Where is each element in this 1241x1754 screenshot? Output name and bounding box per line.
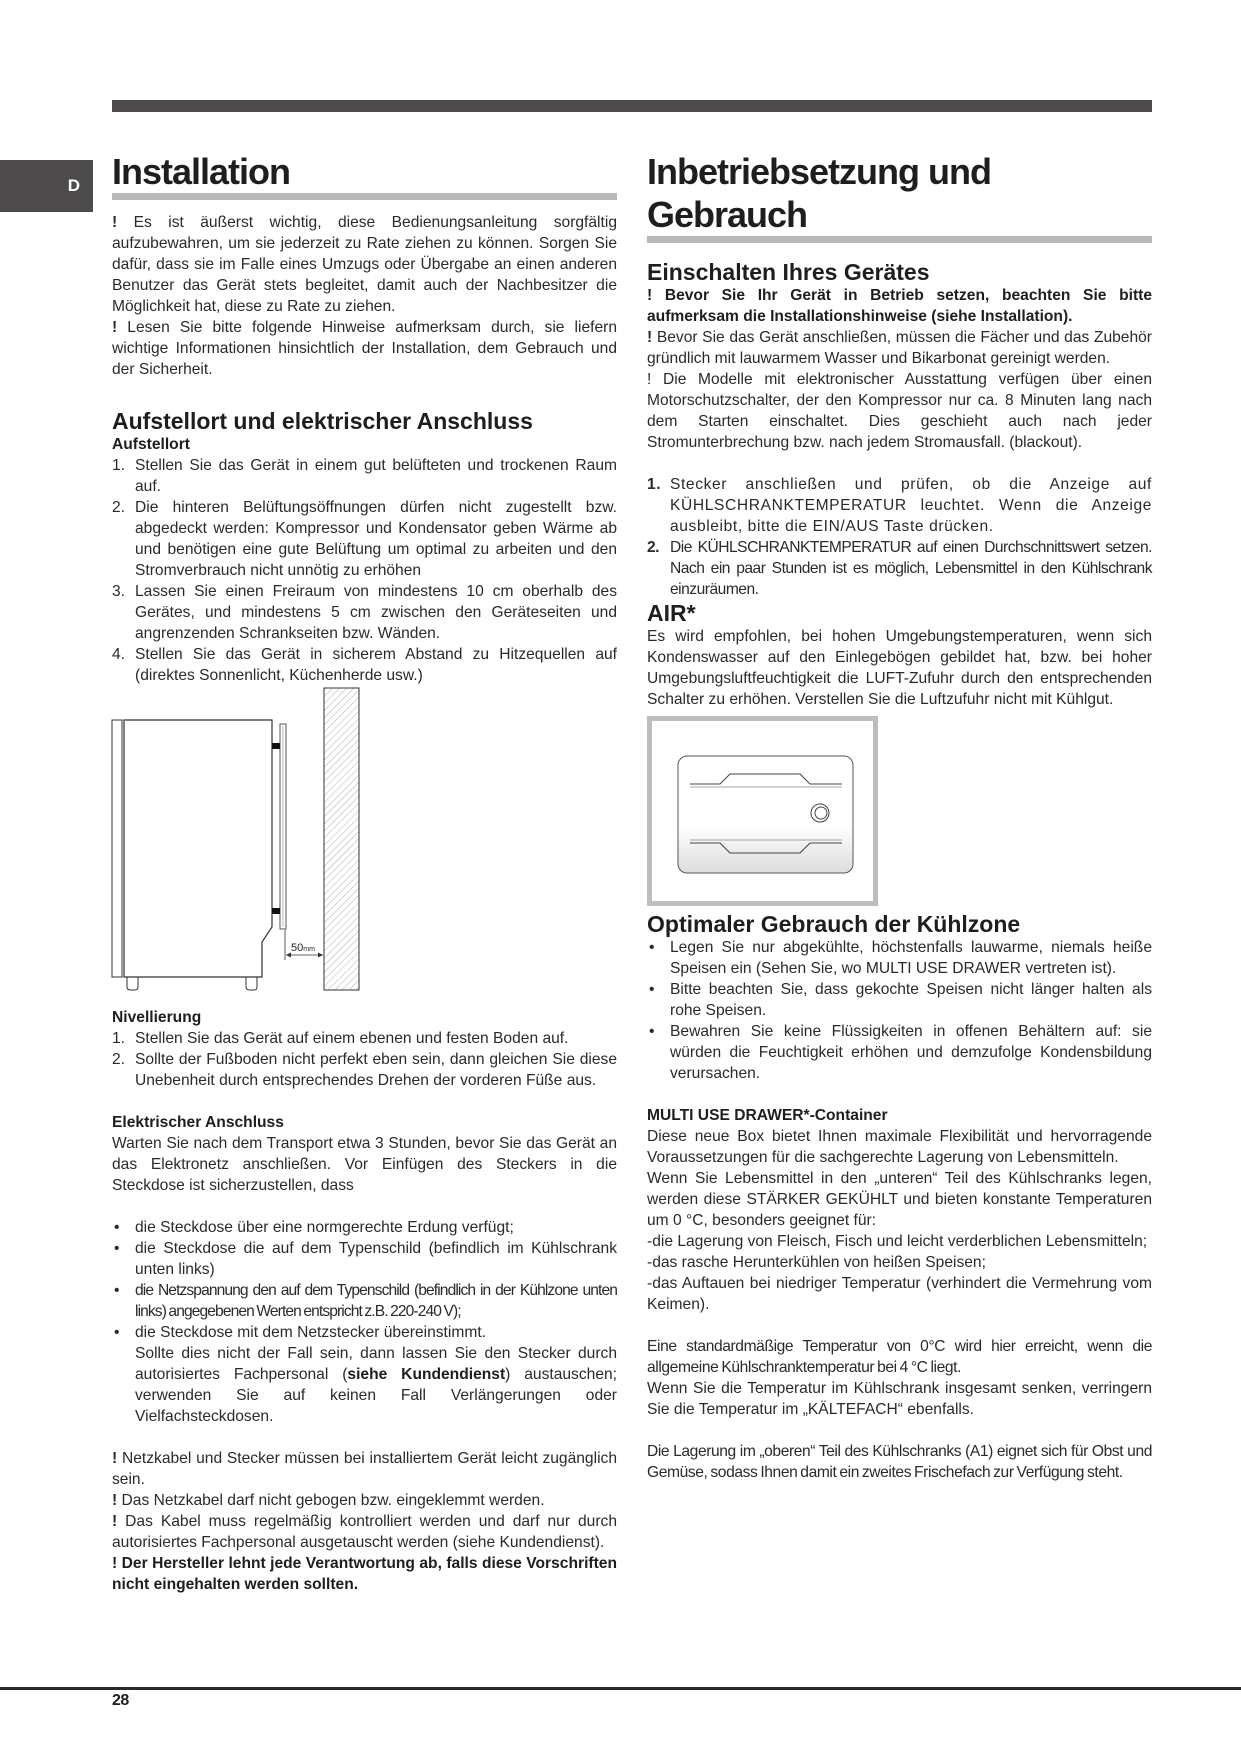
list-item: 2. Die hinteren Belüftungsöffnungen dürfen nicht zugestellt bzw. abgedeckt werden: Kompressor und Kondensator geben Wärme ab und benötigen eine gute Belüftung um optimal zu arbeiten und den Stromverbrauch nicht unnötig zu erhöhen — [112, 499, 617, 579]
subheading-nivellierung: Nivellierung — [112, 1009, 202, 1026]
list-item: 2. Sollte der Fußboden nicht perfekt eben sein, dann gleichen Sie diese Unebenheit durch entsprechendes Drehen der vorderen Füße aus. — [112, 1051, 617, 1089]
title-underline — [112, 193, 617, 200]
drawer-use-1: -die Lagerung von Fleisch, Fisch und leicht verderblichen Lebensmitteln; — [647, 1233, 1148, 1250]
air-vent-icon — [652, 721, 873, 901]
nivellierung-list — [112, 1028, 617, 1091]
warning-2: ! Das Netzkabel darf nicht gebogen bzw. eingeklemmt werden. — [112, 1492, 545, 1509]
list-item: • Bewahren Sie keine Flüssigkeiten in offenen Behältern auf: sie würden die Feuchtigkeit erhöhen und demzufolge Kondensbildung verursachen. — [649, 1023, 1152, 1082]
aufstellort-list — [112, 455, 617, 686]
list-item: • Legen Sie nur abgekühlte, höchstenfalls lauwarme, niemals heiße Speisen ein (Sehen Sie, wo MULTI USE DRAWER vertreten ist). — [649, 939, 1152, 977]
installation-column — [112, 150, 617, 686]
operation-column — [647, 150, 1152, 1483]
footer-rule — [0, 1687, 1241, 1690]
language-tab — [0, 160, 93, 212]
fridge-side-view-icon — [100, 680, 410, 1000]
list-item: 1. Stecker anschließen und prüfen, ob die Anzeige auf KÜHLSCHRANKTEMPERATUR leuchtet. Wenn die Anzeige ausbleibt, bitte die EIN/AUS Taste drücken. — [647, 476, 1152, 535]
installation-column-lower — [112, 1007, 617, 1595]
drawer-use-3: -das Auftauen bei niedriger Temperatur (verhindert die Vermehrung vom Keimen). — [647, 1275, 1152, 1313]
section-heading-kuehlzone: Optimaler Gebrauch der Kühlzone — [647, 911, 1021, 937]
list-item: • die Steckdose mit dem Netzstecker übereinstimmt. Sollte dies nicht der Fall sein, dann lassen Sie den Stecker durch autorisiertes Fachpersonal (siehe Kundendienst) austauschen; verwenden Sie auf keinen Fall Verlängerungen oder Vielfachsteckdosen. — [114, 1324, 617, 1425]
list-item: • Bitte beachten Sie, dass gekochte Speisen nicht länger halten als rohe Speisen. — [649, 981, 1152, 1019]
fridge-clearance-diagram — [100, 680, 410, 1000]
list-item: 1. Stellen Sie das Gerät auf einem ebenen und festen Boden auf. — [112, 1030, 569, 1047]
section-heading-einschalten: Einschalten Ihres Gerätes — [647, 259, 930, 285]
elektrisch-intro: Warten Sie nach dem Transport etwa 3 Stunden, bevor Sie das Gerät an das Elektronetz anschließen. Vor Einfügen des Steckers in die Steckdose ist sicherzustellen, dass — [112, 1135, 617, 1194]
kuehlzone-list — [647, 937, 1152, 1084]
drawer-paragraph-3: Eine standardmäßige Temperatur von 0°C wird hier erreicht, wenn die allgemeine Kühlschranktemperatur bei 4 °C liegt. — [647, 1338, 1152, 1376]
warning-3: ! Das Kabel muss regelmäßig kontrolliert werden und darf nur durch autorisiertes Fachpersonal ausgetauscht werden (siehe Kundendienst). — [112, 1513, 617, 1551]
title-underline — [647, 236, 1152, 243]
elektrisch-checklist — [112, 1217, 617, 1427]
list-item: 2. Die KÜHLSCHRANKTEMPERATUR auf einen Durchschnittswert setzen. Nach ein paar Stunden ist es möglich, Lebensmittel in den Kühlschrank einzuräumen. — [647, 539, 1152, 598]
header-bar — [112, 100, 1152, 112]
section-heading-aufstellort: Aufstellort und elektrischer Anschluss — [112, 408, 533, 434]
list-item: • die Netzspannung den auf dem Typenschild (befindlich in der Kühlzone unten links) angegebenen Werten entspricht z.B. 220-240 V); — [114, 1282, 617, 1320]
air-control-figure — [647, 716, 878, 906]
subheading-multi-use-drawer: MULTI USE DRAWER*-Container — [647, 1107, 888, 1124]
list-item: 4. Stellen Sie das Gerät in sicherem Abstand zu Hitzequellen auf (direktes Sonnenlicht, Küchenherde usw.) — [112, 646, 617, 684]
page-title-installation: Installation — [112, 151, 291, 192]
drawer-paragraph-5: Die Lagerung im „oberen“ Teil des Kühlschranks (A1) eignet sich für Obst und Gemüse, sodass Ihnen damit ein zweites Frischefach zur Verfügung steht. — [647, 1443, 1152, 1481]
air-paragraph: Es wird empfohlen, bei hohen Umgebungstemperaturen, wenn sich Kondenswasser auf den Einlegebögen gebildet hat, bzw. bei hoher Umgebungsluftfeuchtigkeit die LUFT-Zufuhr durch den entsprechenden Schalter zu erhöhen. Verstellen Sie die Luftzufuhr nicht mit Kühlgut. — [647, 628, 1152, 708]
language-code: D — [67, 176, 80, 195]
drawer-use-2: -das rasche Herunterkühlen von heißen Speisen; — [647, 1254, 986, 1271]
drawer-paragraph-1: Diese neue Box bietet Ihnen maximale Flexibilität und hervorragende Voraussetzungen für die sachgerechte Lagerung von Lebensmitteln. — [647, 1128, 1152, 1166]
page-number: 28 — [112, 1692, 129, 1709]
intro-paragraph-1: ! Es ist äußerst wichtig, diese Bedienungsanleitung sorgfältig aufzubewahren, um sie jederzeit zu Rate ziehen zu können. Sorgen Sie dafür, dass sie im Falle eines Umzugs oder Übergabe an einen anderen Benutzer das Gerät stets begleitet, damit auch der Nachbesitzer die Möglichkeit hat, diese zu Rate zu ziehen. — [112, 214, 617, 315]
list-item: 3. Lassen Sie einen Freiraum von mindestens 10 cm oberhalb des Gerätes, und mindestens 5 cm zwischen den Geräteseiten und angrenzenden Schrankseiten bzw. Wänden. — [112, 583, 617, 642]
section-heading-air: AIR* — [647, 600, 696, 626]
kundendienst-reference: siehe Kundendienst — [347, 1366, 506, 1383]
drawer-paragraph-4: Wenn Sie die Temperatur im Kühlschrank insgesamt senken, verringern Sie die Temperatur im „KÄLTEFACH“ ebenfalls. — [647, 1380, 1152, 1418]
distance-label: 50mm — [291, 942, 315, 954]
list-item: 1. Stellen Sie das Gerät in einem gut belüfteten und trockenen Raum auf. — [112, 457, 617, 495]
subheading-aufstellort: Aufstellort — [112, 436, 190, 453]
einschalten-note-2: ! Die Modelle mit elektronischer Ausstattung verfügen über einen Motorschutzschalter, der den Kompressor nur ca. 8 Minuten lang nach dem Starten einschaltet. Dies geschieht auch nach jeder Stromunterbrechung bzw. nach jedem Stromausfall. (blackout). — [647, 371, 1152, 451]
intro-paragraph-2: ! Lesen Sie bitte folgende Hinweise aufmerksam durch, sie liefern wichtige Informationen hinsichtlich der Installation, dem Gebrauch und der Sicherheit. — [112, 319, 617, 378]
einschalten-warning: ! Bevor Sie Ihr Gerät in Betrieb setzen, beachten Sie bitte aufmerksam die Installationshinweise (siehe Installation). — [647, 287, 1152, 325]
page-title-inbetriebsetzung: Inbetriebsetzung und Gebrauch — [647, 151, 991, 235]
liability-warning: ! Der Hersteller lehnt jede Verantwortung ab, falls diese Vorschriften nicht eingehalten werden sollten. — [112, 1555, 617, 1593]
einschalten-steps — [647, 474, 1152, 600]
subheading-elektrischer-anschluss: Elektrischer Anschluss — [112, 1114, 284, 1131]
drawer-paragraph-2: Wenn Sie Lebensmittel in den „unteren“ Teil des Kühlschranks legen, werden diese STÄRKER GEKÜHLT und bieten konstante Temperaturen um 0 °C, besonders geeignet für: — [647, 1170, 1152, 1229]
list-item: • die Steckdose die auf dem Typenschild (befindlich im Kühlschrank unten links) — [114, 1240, 617, 1278]
warning-1: ! Netzkabel und Stecker müssen bei installiertem Gerät leicht zugänglich sein. — [112, 1450, 617, 1488]
list-item: • die Steckdose über eine normgerechte Erdung verfügt; — [114, 1219, 514, 1236]
einschalten-note-1: ! Bevor Sie das Gerät anschließen, müssen die Fächer und das Zubehör gründlich mit lauwarmem Wasser und Bikarbonat gereinigt werden. — [647, 329, 1152, 367]
